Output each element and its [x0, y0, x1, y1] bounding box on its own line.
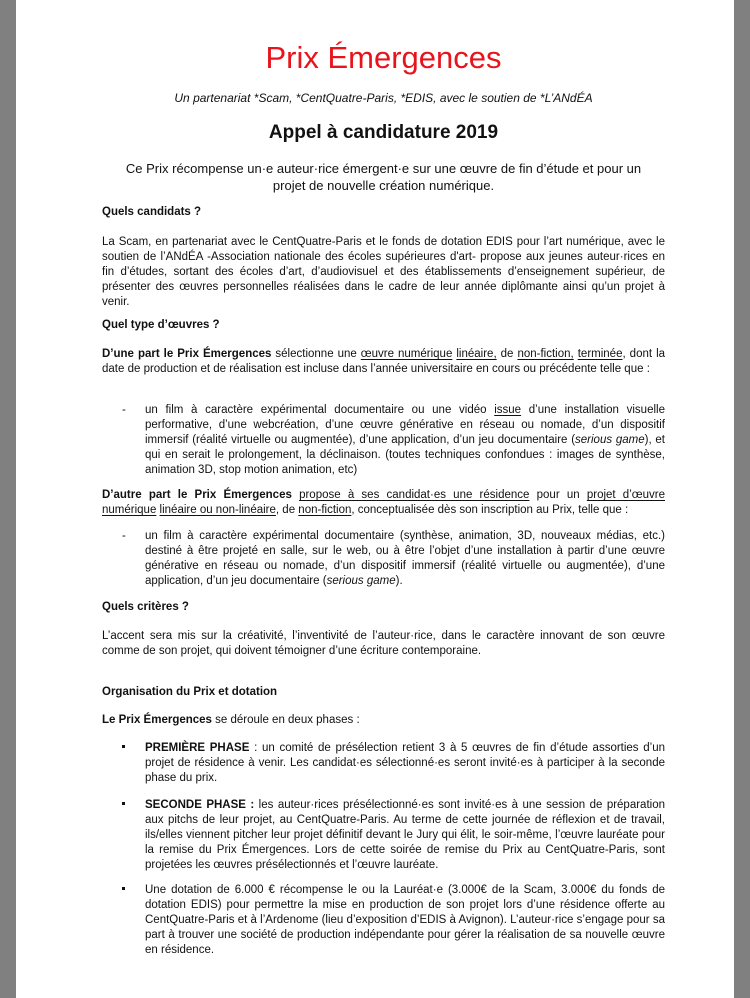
- text: ), et qui en serait le prolongement, la déclinaison. (toutes techniques confondues : images de synthèse, animation 3D, stop motion animation, etc): [145, 434, 665, 476]
- dash-bullet-icon: -: [122, 404, 126, 416]
- text: , de: [275, 504, 299, 516]
- text: les auteur·rices présélectionné·es sont invité·es à une session de préparation aux pitchs de leur projet, au CentQuatre-Paris. Au terme de cette journée de réflexion et de travail, ils/elles viennent pitcher leur projet définitif devant le Jury qui élit, le soir-même, l’œuvre lauréate pour la remise du Prix Émergences. Lors de cette soirée de remise du Prix au CentQuatre-Paris, sont projetées les œuvres présélectionnés et l’œuvre lauréate.: [145, 799, 665, 871]
- text: un film à caractère expérimental documentaire (synthèse, animation, 3D, nouveaux médias, etc.) destiné à être projeté en salle, sur le web, ou à être l’objet d’une installation à partir d’une œuvre générative en réseau ou nomade, d’un dispositif immersif (réalité virtuelle ou augmentée), d’une application, d’un jeu documentaire (: [145, 530, 665, 587]
- underlined-term: issue: [494, 404, 522, 416]
- text: pour un: [529, 489, 587, 501]
- text: de: [496, 348, 518, 360]
- phase-label: PREMIÈRE PHASE: [145, 742, 250, 754]
- document-page: [16, 0, 734, 998]
- text: d’une installation visuelle performative, d’une webcréation, d’une œuvre générative en réseau ou nomade, d’un dispositif immersif (réalité virtuelle ou augmentée), d’une application, d’un jeu documentaire (: [145, 404, 665, 446]
- text: , conceptualisée dès son inscription au Prix, telle que :: [351, 504, 629, 516]
- underlined-term: linéaire ou non-linéaire: [159, 504, 276, 516]
- document-title: Prix Émergences: [265, 40, 502, 75]
- underlined-term: œuvre numérique: [360, 348, 453, 360]
- text: un film à caractère expérimental documentaire ou une vidéo: [145, 404, 495, 416]
- text: sélectionne une: [271, 348, 361, 360]
- underlined-term: non-fiction,: [517, 348, 574, 360]
- part2-lead: D’autre part le Prix Émergences: [102, 489, 292, 501]
- bullet-text: [145, 798, 665, 873]
- square-bullet-icon: [122, 741, 132, 756]
- candidats-paragraph: La Scam, en partenariat avec le CentQuatre-Paris et le fonds de dotation EDIS pour l’art numérique, avec le soutien de l’ANdÉA -Association nationale des écoles supérieures d'art- propose aux jeunes auteur·rices en fin d’études, sortant des écoles d’art, d’audiovisuel et des établissements d’enseignement supérieur, de présenter des œuvres personnelles réalisées dans le cadre de leur année diplômante ainsi qu’un projet à venir.: [102, 236, 665, 308]
- section-heading-organisation: Organisation du Prix et dotation: [102, 686, 278, 698]
- text: , dont la date de production et de réalisation est incluse dans l’année universitaire en cours ou précédente telle que :: [102, 348, 666, 375]
- dash-bullet-icon: -: [122, 530, 126, 542]
- section-heading-type: Quel type d’œuvres ?: [102, 319, 220, 331]
- italic-term: serious game: [326, 575, 396, 587]
- type-part2-paragraph: [102, 488, 665, 518]
- underlined-term: terminée: [577, 348, 623, 360]
- bullet-text: [145, 529, 665, 589]
- criteres-paragraph: L’accent sera mis sur la créativité, l’inventivité de l’auteur·rice, dans le caractère innovant de son œuvre comme de son projet, qui doivent témoigner d’une écriture contemporaine.: [102, 630, 665, 657]
- type-part1-paragraph: [102, 347, 665, 377]
- italic-term: serious game: [575, 434, 645, 446]
- call-heading: Appel à candidature 2019: [268, 122, 499, 143]
- part1-lead: D’une part le Prix Émergences: [102, 348, 272, 360]
- intro-paragraph: Ce Prix récompense un·e auteur·rice émergent·e sur une œuvre de fin d’étude et pour un projet de nouvelle création numérique.: [125, 161, 642, 193]
- organisation-intro: [102, 713, 665, 728]
- bullet-text: [145, 883, 665, 958]
- text: Une dotation de 6.000 € récompense le ou la Lauréat·e (3.000€ de la Scam, 3.000€ du fonds de dotation EDIS) pour permettre la mise en production de son projet lors d’une résidence offerte au CentQuatre-Paris et à l’Ardenome (lieu d’exposition d’EDIS à Avignon). L’auteur·rice s’engage pour sa part à trouver une société de production indépendante pour gérer la réalisation de sa nouvelle œuvre en résidence.: [145, 884, 665, 956]
- text: [292, 489, 299, 501]
- bullet-text: [145, 741, 665, 786]
- phase-label: SECONDE PHASE :: [145, 799, 255, 811]
- section-heading-candidats: Quels candidats ?: [102, 206, 202, 218]
- square-bullet-icon: [122, 798, 132, 813]
- text: : un comité de présélection retient 3 à 5 œuvres de fin d’étude assorties d’un projet de résidence à venir. Les candidat·es sélectionné·es seront invité·es à participer à la seconde phase du prix.: [145, 742, 665, 784]
- section-heading-criteres: Quels critères ?: [102, 601, 189, 613]
- underlined-term: projet d’œuvre numérique: [102, 489, 665, 516]
- text: se déroule en deux phases :: [211, 714, 360, 726]
- underlined-term: non-fiction: [298, 504, 352, 516]
- underlined-term: linéaire,: [456, 348, 497, 360]
- bullet-text: [145, 403, 665, 478]
- partners-subtitle: Un partenariat *Scam, *CentQuatre-Paris, *EDIS, avec le soutien de *L’ANdÉA: [174, 91, 593, 105]
- text: ).: [395, 575, 403, 587]
- underlined-term: propose à ses candidat·es une résidence: [299, 489, 530, 501]
- organisation-lead: Le Prix Émergences: [102, 714, 212, 726]
- square-bullet-icon: [122, 883, 132, 898]
